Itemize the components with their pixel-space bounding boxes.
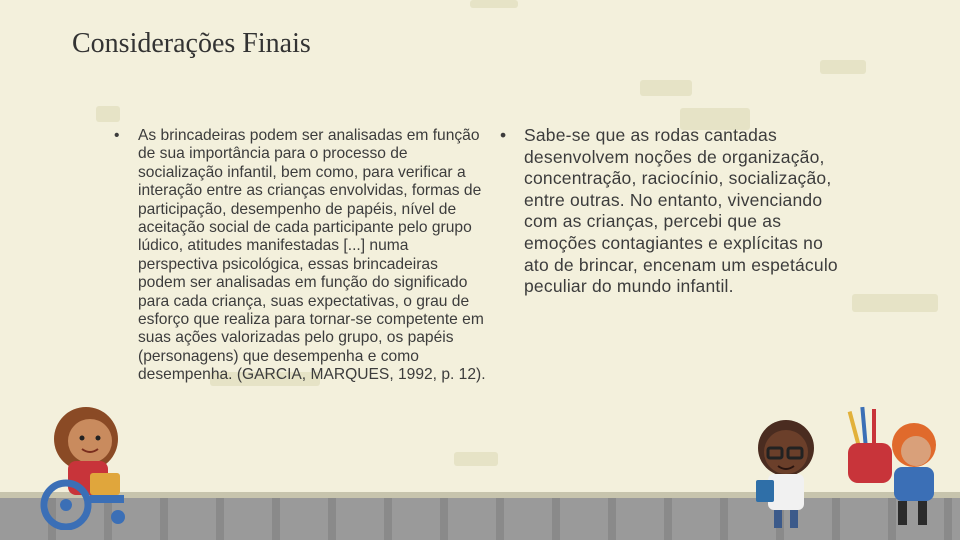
left-bullet-list — [114, 127, 489, 385]
chalk-mark — [640, 80, 692, 96]
chalk-mark — [96, 106, 120, 122]
conclusion-text: Sabe-se que as rodas cantadas desenvolvem noções de organização, concentração, raciocínio, socialização, entre outras. No entanto, vivenciando com as crianças, percebi que as emoções contagiantes e explícitas no ato de brincar, encenam um espetáculo peculiar do mundo infantil. — [524, 125, 838, 297]
chalk-mark — [820, 60, 866, 74]
chalk-mark — [852, 294, 938, 312]
quote-text: As brincadeiras podem ser analisadas em função de sua importância para o processo de socialização infantil, bem como, para verificar a interação entre as crianças envolvidas, formas de participação, desempenho de papéis, nível de aceitação social de cada participante pelo grupo lúdico, atitudes manifestadas [...] numa perspectiva psicológica, essas brincadeiras podem ser analisadas em função do significado para cada criança, suas expectativas, o grau de esforço que realiza para tornar-se competente em suas ações valorizadas pelo grupo, os papéis (personagens) que desempenha e como desempenha. (GARCIA, MARQUES, 1992, p. 12). — [138, 127, 486, 384]
child-backpack-illustration — [842, 405, 952, 530]
girl-wheelchair-illustration — [30, 395, 140, 530]
bullet-glyph: • — [114, 127, 120, 144]
bullet-glyph: • — [500, 125, 507, 145]
slide-title: Considerações Finais — [72, 28, 311, 59]
right-bullet-list — [500, 125, 840, 298]
boy-glasses-illustration — [748, 410, 828, 530]
chalk-mark — [454, 452, 498, 466]
list-item — [500, 125, 840, 298]
list-item — [114, 127, 489, 385]
chalk-mark — [470, 0, 518, 8]
